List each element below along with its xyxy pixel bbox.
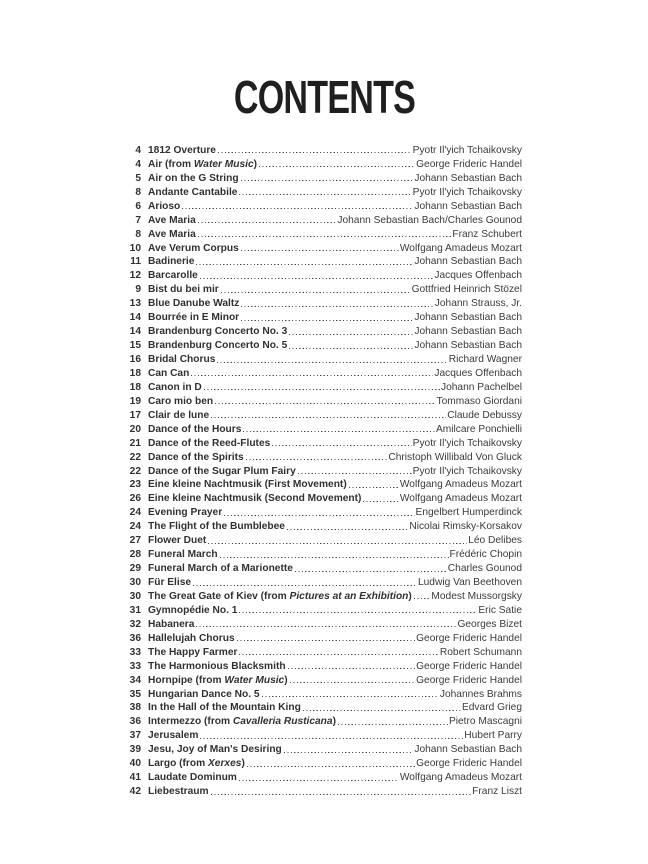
entry-composer: Pyotr Il'yich Tchaikovsky bbox=[412, 437, 522, 449]
entry-title-text: Ave Maria bbox=[148, 228, 196, 240]
entry-title-text: Liebestraum bbox=[148, 786, 209, 798]
toc-entry-row bbox=[104, 171, 522, 185]
entry-title-text: The Happy Farmer bbox=[148, 646, 238, 658]
entry-title-text: Badinerie bbox=[148, 256, 195, 268]
entry-title-text: The Great Gate of Kiev (from bbox=[148, 590, 290, 602]
toc-entry-row bbox=[104, 770, 522, 784]
entry-title bbox=[148, 771, 237, 784]
toc-entry-row bbox=[104, 533, 522, 547]
entry-composer: Charles Gounod bbox=[447, 563, 522, 575]
entry-title bbox=[148, 395, 213, 408]
entry-leader-dots bbox=[200, 278, 434, 279]
entry-leader-dots bbox=[239, 654, 438, 655]
entry-title-text: Gymnopédie No. 1 bbox=[148, 604, 238, 616]
entry-leader-dots bbox=[198, 222, 337, 223]
entry-title bbox=[148, 339, 287, 352]
entry-title bbox=[148, 590, 412, 603]
entry-title bbox=[148, 465, 296, 478]
toc-entry-row bbox=[104, 352, 522, 366]
entry-composer: Tommaso Giordani bbox=[436, 395, 522, 407]
toc-entry-row bbox=[104, 241, 522, 255]
entry-page-number: 14 bbox=[129, 312, 141, 324]
entry-title bbox=[148, 729, 198, 742]
entry-page-number: 26 bbox=[129, 493, 141, 505]
entry-title-italic: Water Music bbox=[193, 158, 254, 170]
entry-title bbox=[148, 660, 286, 673]
toc-entry-row bbox=[104, 659, 522, 673]
entry-leader-dots bbox=[259, 166, 415, 167]
entry-leader-dots bbox=[204, 389, 440, 390]
toc-entry-row bbox=[104, 561, 522, 575]
entry-title-text: 1812 Overture bbox=[148, 144, 216, 156]
toc-entry-row bbox=[104, 255, 522, 269]
entry-leader-dots bbox=[193, 585, 417, 586]
entry-title-text: Dance of the Spirits bbox=[148, 451, 244, 463]
entry-page-number: 27 bbox=[129, 535, 141, 547]
entry-leader-dots bbox=[241, 250, 399, 251]
entry-title-text: Air on the G String bbox=[148, 172, 239, 184]
entry-title-text: Dance of the Reed-Flutes bbox=[148, 437, 271, 449]
entry-title bbox=[148, 548, 218, 561]
toc-entry-row bbox=[104, 366, 522, 380]
entry-leader-dots bbox=[284, 752, 414, 753]
entry-leader-dots bbox=[239, 194, 411, 195]
entry-title-text: Dance of the Hours bbox=[148, 423, 242, 435]
entry-title bbox=[148, 297, 239, 310]
entry-composer: Jacques Offenbach bbox=[434, 270, 522, 282]
entry-page-number: 4 bbox=[135, 144, 141, 156]
entry-title-post: ) bbox=[408, 590, 412, 602]
entry-title-text: Largo (from bbox=[148, 758, 208, 770]
entry-title bbox=[148, 353, 215, 366]
entry-leader-dots bbox=[289, 334, 413, 335]
entry-leader-dots bbox=[246, 459, 388, 460]
entry-title-text: Ave Verum Corpus bbox=[148, 242, 239, 254]
entry-title bbox=[148, 562, 293, 575]
entry-title bbox=[148, 618, 194, 631]
entry-composer: Johann Sebastian Bach bbox=[414, 172, 522, 184]
entry-composer: Robert Schumann bbox=[439, 646, 522, 658]
entry-composer: Engelbert Humperdinck bbox=[415, 507, 522, 519]
toc-entry-row bbox=[104, 296, 522, 310]
entry-composer: Johann Sebastian Bach bbox=[414, 744, 522, 756]
entry-title bbox=[148, 325, 287, 338]
toc-entry-row bbox=[104, 464, 522, 478]
entry-leader-dots bbox=[295, 571, 447, 572]
entry-leader-dots bbox=[182, 208, 413, 209]
entry-title bbox=[148, 674, 288, 687]
entry-composer: Christoph Willibald Von Gluck bbox=[388, 451, 522, 463]
entry-leader-dots bbox=[289, 348, 413, 349]
entry-title-text: Andante Cantabile bbox=[148, 186, 238, 198]
entry-composer: Pyotr Il'yich Tchaikovsky bbox=[412, 465, 522, 477]
entry-title-text: Funeral March of a Marionette bbox=[148, 563, 293, 575]
entry-composer: George Frideric Handel bbox=[416, 158, 522, 170]
entry-title-text: Funeral March bbox=[148, 549, 218, 561]
entry-leader-dots bbox=[211, 794, 472, 795]
entry-title bbox=[148, 701, 301, 714]
entry-composer: Franz Liszt bbox=[472, 786, 522, 798]
entry-title bbox=[148, 311, 239, 324]
entry-title-text: Canon in D bbox=[148, 381, 202, 393]
entry-title bbox=[148, 520, 285, 533]
entry-title bbox=[148, 255, 194, 268]
entry-page-number: 39 bbox=[129, 744, 141, 756]
toc-entry-row bbox=[104, 324, 522, 338]
toc-entry-row bbox=[104, 603, 522, 617]
entry-page-number: 31 bbox=[129, 604, 141, 616]
entry-page-number: 7 bbox=[135, 214, 141, 226]
toc-entry-row bbox=[104, 547, 522, 561]
entry-composer: Johann Sebastian Bach bbox=[414, 340, 522, 352]
entry-title-text: Arioso bbox=[148, 200, 181, 212]
entry-leader-dots bbox=[221, 292, 411, 293]
entry-leader-dots bbox=[211, 417, 446, 418]
entry-title-italic: Xerxes bbox=[208, 758, 242, 770]
entry-title-text: The Harmonious Blacksmith bbox=[148, 660, 286, 672]
entry-composer: George Frideric Handel bbox=[416, 660, 522, 672]
entry-title bbox=[148, 144, 216, 157]
entry-page-number: 40 bbox=[129, 758, 141, 770]
entry-title-text: Flower Duet bbox=[148, 535, 207, 547]
entry-page-number: 5 bbox=[135, 172, 141, 184]
toc-entry-row bbox=[104, 408, 522, 422]
entry-composer: Wolfgang Amadeus Mozart bbox=[399, 479, 522, 491]
entry-composer: Johann Sebastian Bach bbox=[414, 256, 522, 268]
entry-title-text: Air (from bbox=[148, 158, 194, 170]
entry-title bbox=[148, 632, 235, 645]
entry-title-text: In the Hall of the Mountain King bbox=[148, 702, 301, 714]
entry-title bbox=[148, 269, 198, 282]
entry-page-number: 30 bbox=[129, 577, 141, 588]
entry-composer: Nicolai Rimsky-Korsakov bbox=[409, 521, 522, 533]
entry-page-number: 30 bbox=[129, 590, 141, 602]
entry-composer: Johann Sebastian Bach bbox=[414, 326, 522, 338]
entry-page-number: 33 bbox=[129, 660, 141, 672]
entry-composer: Wolfgang Amadeus Mozart bbox=[399, 493, 522, 505]
entry-title-italic: Pictures at an Exhibition bbox=[289, 590, 409, 602]
entry-title-text: Brandenburg Concerto No. 5 bbox=[148, 340, 288, 352]
entry-composer: Pyotr Il'yich Tchaikovsky bbox=[412, 186, 522, 198]
toc-entry-row bbox=[104, 143, 522, 157]
entry-title-text: Für Elise bbox=[148, 577, 192, 588]
entry-page-number: 29 bbox=[129, 563, 141, 575]
entry-composer: George Frideric Handel bbox=[416, 632, 522, 644]
entry-composer: Johann Strauss, Jr. bbox=[434, 298, 522, 310]
entry-title-italic: Cavalleria Rusticana bbox=[232, 716, 333, 728]
entry-composer: Wolfgang Amadeus Mozart bbox=[399, 772, 522, 784]
entry-title bbox=[148, 743, 282, 756]
toc-entry-row bbox=[104, 227, 522, 241]
entry-leader-dots bbox=[241, 306, 433, 307]
entry-page-number: 16 bbox=[129, 354, 141, 365]
entry-leader-dots bbox=[288, 668, 416, 669]
toc-entry-row bbox=[104, 491, 522, 505]
entry-title bbox=[148, 172, 239, 185]
entry-title bbox=[148, 158, 257, 171]
entry-leader-dots bbox=[287, 529, 408, 530]
entry-page-number: 6 bbox=[135, 200, 141, 212]
toc-entry-row bbox=[104, 784, 522, 798]
toc-entry-row bbox=[104, 436, 522, 450]
entry-title bbox=[148, 283, 219, 296]
entry-title-post: ) bbox=[241, 758, 245, 770]
entry-title-text: Barcarolle bbox=[148, 270, 198, 282]
page-header bbox=[0, 70, 648, 124]
entry-title bbox=[148, 506, 222, 519]
entry-leader-dots bbox=[220, 557, 449, 558]
entry-composer: Franz Schubert bbox=[452, 228, 522, 240]
entry-leader-dots bbox=[217, 362, 447, 363]
toc-entry-row bbox=[104, 213, 522, 227]
entry-title-post: ) bbox=[284, 674, 288, 686]
entry-leader-dots bbox=[338, 724, 448, 725]
toc-entry-row bbox=[104, 714, 522, 728]
entry-leader-dots bbox=[272, 445, 411, 446]
entry-title-text: Blue Danube Waltz bbox=[148, 298, 240, 310]
toc-entry-row bbox=[104, 199, 522, 213]
entry-page-number: 36 bbox=[129, 632, 141, 644]
toc-list bbox=[104, 143, 522, 798]
entry-leader-dots bbox=[237, 640, 416, 641]
entry-page-number: 42 bbox=[129, 786, 141, 798]
entry-title bbox=[148, 534, 206, 547]
entry-page-number: 28 bbox=[129, 549, 141, 561]
entry-leader-dots bbox=[290, 682, 415, 683]
entry-leader-dots bbox=[298, 473, 412, 474]
toc-entry-row bbox=[104, 310, 522, 324]
entry-title bbox=[148, 228, 196, 241]
entry-leader-dots bbox=[239, 780, 399, 781]
entry-title-text: Eine kleine Nachtmusik (Second Movement) bbox=[148, 493, 362, 505]
entry-composer: Johann Sebastian Bach bbox=[414, 312, 522, 324]
entry-leader-dots bbox=[215, 403, 435, 404]
entry-composer: Johann Sebastian Bach bbox=[414, 200, 522, 212]
entry-title-text: Intermezzo (from bbox=[148, 716, 233, 728]
entry-page-number: 8 bbox=[135, 186, 141, 198]
entry-page-number: 19 bbox=[129, 395, 141, 407]
entry-title-post: ) bbox=[332, 716, 336, 728]
entry-title-italic: Water Music bbox=[224, 674, 285, 686]
entry-title-text: Caro mio ben bbox=[148, 395, 214, 407]
entry-title-text: Hungarian Dance No. 5 bbox=[148, 688, 260, 700]
entry-leader-dots bbox=[198, 236, 452, 237]
entry-title-text: Laudate Dominum bbox=[148, 772, 237, 784]
entry-title-text: Jerusalem bbox=[148, 730, 199, 742]
entry-title-text: Bourrée in E Minor bbox=[148, 312, 240, 324]
entry-title bbox=[148, 381, 202, 394]
toc-entry-row bbox=[104, 701, 522, 715]
entry-composer: Ludwig Van Beethoven bbox=[417, 577, 522, 588]
entry-leader-dots bbox=[241, 180, 414, 181]
entry-title bbox=[148, 646, 237, 659]
entry-leader-dots bbox=[247, 766, 415, 767]
toc-entry-row bbox=[104, 282, 522, 296]
entry-page-number: 36 bbox=[129, 716, 141, 728]
entry-composer: Modest Mussorgsky bbox=[431, 590, 522, 602]
entry-title bbox=[148, 214, 196, 227]
entry-title bbox=[148, 186, 237, 199]
toc-entry-row bbox=[104, 380, 522, 394]
entry-title-text: Bridal Chorus bbox=[148, 354, 216, 365]
entry-title-text: Brandenburg Concerto No. 3 bbox=[148, 326, 288, 338]
entry-title bbox=[148, 367, 189, 380]
entry-page-number: 24 bbox=[129, 507, 141, 519]
entry-page-number: 9 bbox=[135, 284, 141, 296]
entry-title-text: Hornpipe (from bbox=[148, 674, 225, 686]
toc-entry-row bbox=[104, 742, 522, 756]
toc-entry-row bbox=[104, 575, 522, 589]
entry-leader-dots bbox=[218, 152, 412, 153]
entry-leader-dots bbox=[224, 515, 414, 516]
entry-leader-dots bbox=[243, 431, 435, 432]
entry-leader-dots bbox=[196, 264, 413, 265]
toc-entry-row bbox=[104, 505, 522, 519]
entry-page-number: 23 bbox=[129, 479, 141, 491]
entry-title bbox=[148, 757, 245, 770]
entry-page-number: 15 bbox=[129, 340, 141, 352]
entry-composer: Claude Debussy bbox=[447, 409, 522, 421]
entry-title bbox=[148, 200, 180, 213]
toc-entry-row bbox=[104, 617, 522, 631]
entry-title bbox=[148, 492, 361, 505]
toc-entry-row bbox=[104, 422, 522, 436]
entry-title-text: Can Can bbox=[148, 367, 190, 379]
entry-page-number: 37 bbox=[129, 730, 141, 742]
toc-entry-row bbox=[104, 185, 522, 199]
entry-title bbox=[148, 576, 191, 589]
entry-composer: Hubert Parry bbox=[464, 730, 522, 742]
entry-composer: Edvard Grieg bbox=[461, 702, 522, 714]
entry-page-number: 41 bbox=[129, 772, 141, 784]
toc-entry-row bbox=[104, 728, 522, 742]
entry-title bbox=[148, 437, 270, 450]
entry-page-number: 13 bbox=[129, 298, 141, 310]
entry-page-number: 33 bbox=[129, 646, 141, 658]
entry-title bbox=[148, 242, 239, 255]
entry-leader-dots bbox=[262, 696, 439, 697]
toc-entry-row bbox=[104, 631, 522, 645]
page-title: CONTENTS bbox=[233, 71, 415, 123]
entry-page-number: 21 bbox=[129, 437, 141, 449]
toc-entry-row bbox=[104, 338, 522, 352]
entry-title bbox=[148, 715, 336, 728]
entry-leader-dots bbox=[208, 543, 467, 544]
entry-composer: Johann Sebastian Bach/Charles Gounod bbox=[337, 214, 522, 226]
entry-title-text: The Flight of the Bumblebee bbox=[148, 521, 285, 533]
entry-leader-dots bbox=[191, 375, 433, 376]
entry-page-number: 22 bbox=[129, 451, 141, 463]
toc-entry-row bbox=[104, 394, 522, 408]
entry-leader-dots bbox=[196, 626, 456, 627]
entry-leader-dots bbox=[349, 487, 399, 488]
entry-page-number: 24 bbox=[129, 521, 141, 533]
toc-entry-row bbox=[104, 268, 522, 282]
entry-leader-dots bbox=[414, 598, 431, 599]
toc-entry-row bbox=[104, 589, 522, 603]
entry-leader-dots bbox=[363, 501, 398, 502]
entry-title-text: Habanera bbox=[148, 618, 195, 630]
entry-composer: Léo Delibes bbox=[468, 535, 522, 547]
entry-composer: Johannes Brahms bbox=[439, 688, 522, 700]
entry-composer: Georges Bizet bbox=[457, 618, 522, 630]
entry-title-text: Ave Maria bbox=[148, 214, 196, 226]
entry-leader-dots bbox=[241, 320, 413, 321]
entry-composer: Wolfgang Amadeus Mozart bbox=[399, 242, 522, 254]
toc-entry-row bbox=[104, 756, 522, 770]
toc-entry-row bbox=[104, 478, 522, 492]
toc-entry-row bbox=[104, 645, 522, 659]
entry-page-number: 22 bbox=[129, 465, 141, 477]
toc-entry-row bbox=[104, 519, 522, 533]
entry-page-number: 20 bbox=[129, 423, 141, 435]
entry-page-number: 4 bbox=[135, 158, 141, 170]
toc-entry-row bbox=[104, 157, 522, 171]
entry-composer: Richard Wagner bbox=[448, 354, 522, 365]
entry-title-post: ) bbox=[253, 158, 258, 170]
entry-title bbox=[148, 423, 241, 436]
entry-page-number: 10 bbox=[129, 242, 141, 254]
entry-page-number: 18 bbox=[129, 381, 141, 393]
entry-composer: Jacques Offenbach bbox=[434, 367, 522, 379]
entry-title bbox=[148, 478, 347, 491]
toc-entry-row bbox=[104, 673, 522, 687]
entry-page-number: 34 bbox=[129, 674, 141, 686]
entry-title-text: Eine kleine Nachtmusik (First Movement) bbox=[148, 479, 347, 491]
entry-composer: Pyotr Il'yich Tchaikovsky bbox=[412, 144, 522, 156]
entry-title bbox=[148, 451, 244, 464]
entry-composer: Gottfried Heinrich Stözel bbox=[411, 284, 522, 296]
entry-composer: George Frideric Handel bbox=[416, 758, 522, 770]
entry-title bbox=[148, 785, 209, 798]
toc-entry-row bbox=[104, 687, 522, 701]
entry-title-text: Evening Prayer bbox=[148, 507, 223, 519]
entry-composer: George Frideric Handel bbox=[416, 674, 522, 686]
entry-page-number: 35 bbox=[129, 688, 141, 700]
entry-composer: Eric Satie bbox=[478, 604, 522, 616]
entry-composer: Pietro Mascagni bbox=[448, 716, 522, 728]
entry-leader-dots bbox=[200, 738, 463, 739]
entry-composer: Frédéric Chopin bbox=[449, 549, 522, 561]
entry-title-text: Jesu, Joy of Man's Desiring bbox=[148, 744, 282, 756]
entry-page-number: 32 bbox=[129, 618, 141, 630]
entry-title-text: Bist du bei mir bbox=[148, 284, 219, 296]
entry-title bbox=[148, 409, 209, 422]
entry-page-number: 8 bbox=[135, 228, 141, 240]
entry-title-text: Hallelujah Chorus bbox=[148, 632, 235, 644]
entry-title bbox=[148, 604, 237, 617]
entry-title-text: Clair de lune bbox=[148, 409, 210, 421]
entry-page-number: 17 bbox=[129, 409, 141, 421]
entry-composer: Amilcare Ponchielli bbox=[435, 423, 522, 435]
entry-title-text: Dance of the Sugar Plum Fairy bbox=[148, 465, 296, 477]
entry-title bbox=[148, 688, 260, 701]
entry-page-number: 12 bbox=[129, 270, 141, 282]
entry-page-number: 14 bbox=[129, 326, 141, 338]
entry-leader-dots bbox=[239, 612, 477, 613]
entry-leader-dots bbox=[303, 710, 461, 711]
toc-entry-row bbox=[104, 450, 522, 464]
entry-composer: Johann Pachelbel bbox=[441, 381, 522, 393]
entry-page-number: 38 bbox=[129, 702, 141, 714]
entry-page-number: 11 bbox=[130, 256, 141, 268]
entry-page-number: 18 bbox=[129, 367, 141, 379]
